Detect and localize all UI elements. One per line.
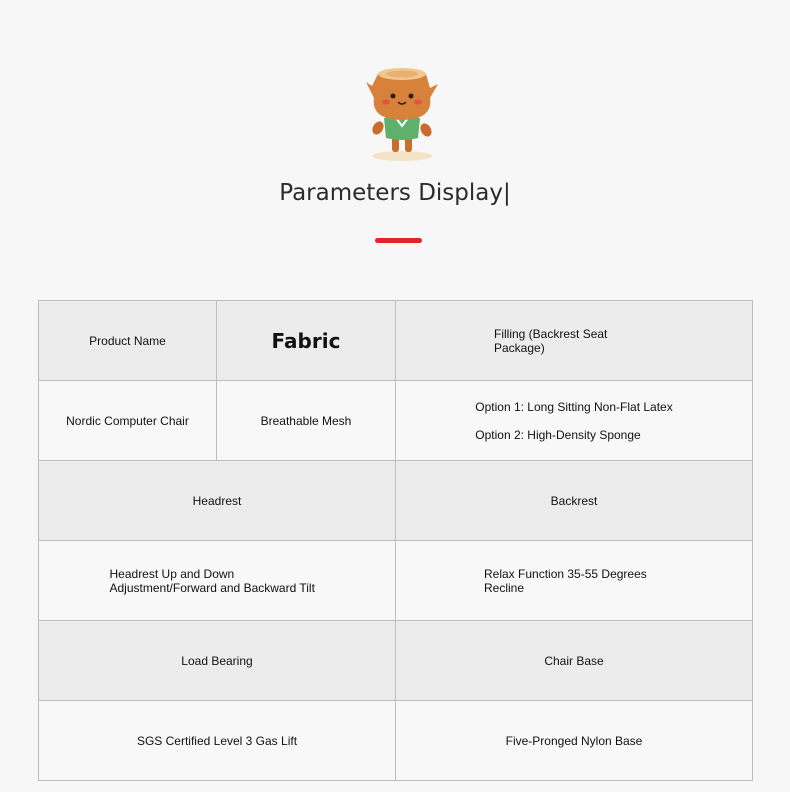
table-cell — [217, 301, 396, 381]
table-cell — [396, 381, 753, 461]
backrest-value: Relax Function 35-55 Degrees Recline — [484, 566, 647, 595]
table-row — [39, 701, 753, 781]
table-cell — [396, 301, 753, 381]
table-cell — [39, 701, 396, 781]
fabric-value: Breathable Mesh — [260, 413, 352, 428]
table-row — [39, 541, 753, 621]
table-row — [39, 381, 753, 461]
table-cell — [39, 621, 396, 701]
headrest-value: Headrest Up and Down Adjustment/Forward and Backward Tilt — [109, 566, 315, 595]
filling-label: Filling (Backrest Seat Package) — [494, 326, 608, 355]
table-cell — [396, 461, 753, 541]
table-cell — [39, 541, 396, 621]
tree-stump-mascot-icon — [362, 64, 442, 164]
table-cell — [396, 541, 753, 621]
page-title-text: Parameters Display — [279, 180, 503, 206]
load-bearing-label: Load Bearing — [181, 653, 253, 668]
filling-option-2: Option 2: High-Density Sponge — [475, 427, 641, 442]
filling-option-1: Option 1: Long Sitting Non-Flat Latex — [475, 399, 673, 414]
table-row — [39, 621, 753, 701]
chair-base-label: Chair Base — [544, 653, 604, 668]
table-cell — [39, 381, 217, 461]
table-row — [39, 461, 753, 541]
text-caret: | — [502, 180, 511, 206]
table-cell — [39, 461, 396, 541]
table-cell — [39, 301, 217, 381]
headrest-label: Headrest — [192, 493, 242, 508]
parameters-table — [38, 300, 753, 781]
table-cell — [217, 381, 396, 461]
product-name-label: Product Name — [89, 333, 166, 348]
backrest-label: Backrest — [550, 493, 598, 508]
product-name-value: Nordic Computer Chair — [66, 413, 189, 428]
page-title — [0, 180, 790, 206]
title-underline — [375, 238, 422, 243]
chair-base-value: Five-Pronged Nylon Base — [505, 733, 643, 748]
table-cell — [396, 701, 753, 781]
fabric-label: Fabric — [271, 328, 341, 353]
load-bearing-value: SGS Certified Level 3 Gas Lift — [136, 733, 298, 748]
table-row — [39, 301, 753, 381]
table-cell — [396, 621, 753, 701]
